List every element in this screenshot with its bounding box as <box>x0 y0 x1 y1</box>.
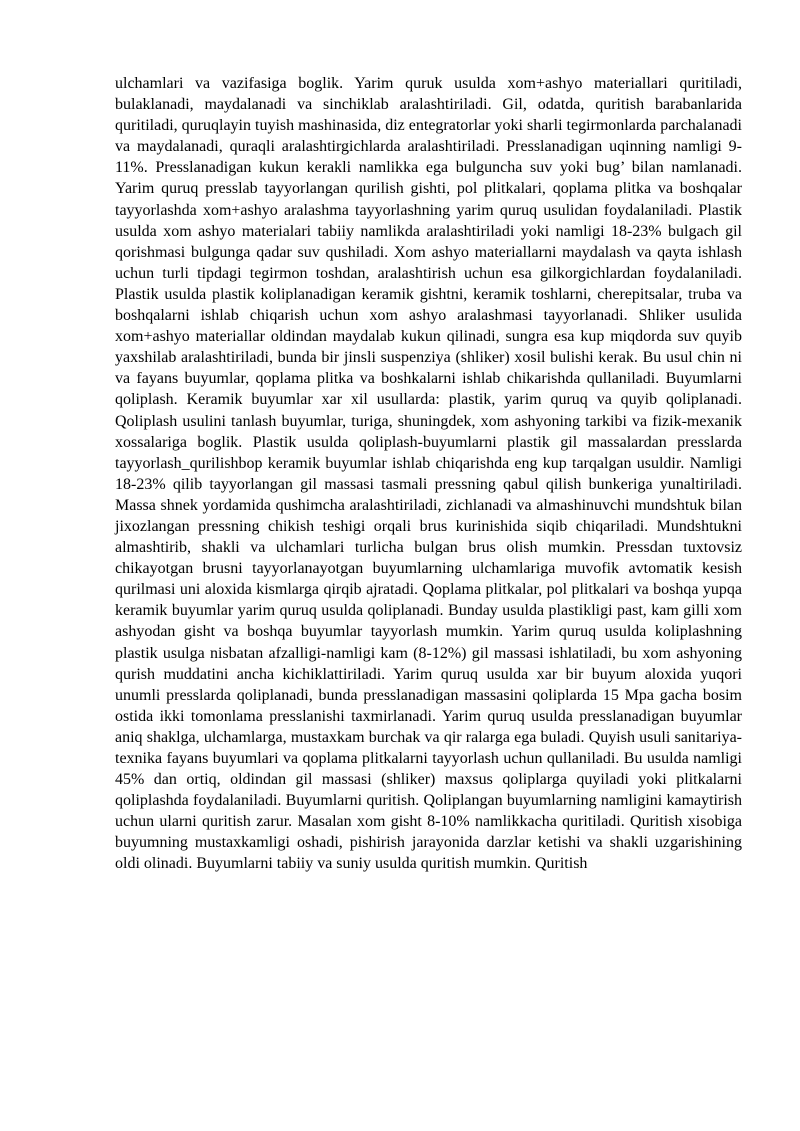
body-paragraph: ulchamlari va vazifasiga boglik. Yarim quruk usulda xom+ashyo materiallari quritiladi, bulaklanadi, maydalanadi va sinchiklab aralashtiriladi. Gil, odatda, quritish barabanlarida quritiladi, quruqlayin tuyish mashinasida, diz entegratorlar yoki sharli tegirmonlarda parchalanadi va maydalanadi, quraqli aralashtirgichlarda aralashtiriladi. Presslanadigan uqinning namligi 9-11%. Presslanadigan kukun kerakli namlikka ega bulguncha suv yoki bug’ bilan namlanadi. Yarim quruq presslab tayyorlangan qurilish gishti, pol plitkalari, qoplama plitka va boshqalar tayyorlashda xom+ashyo aralashma tayyorlashning yarim quruq usulidan foydalaniladi. Plastik usulda xom ashyo materialari tabiiy namlikda aralashtiriladi yoki namligi 18-23% bulgach gil qorishmasi bulgunga qadar suv qushiladi. Xom ashyo materiallarni maydalash va qayta ishlash uchun turli tipdagi tegirmon toshdan, aralashtirish uchun esa gilkorgichlardan foydalaniladi. Plastik usulda plastik koliplanadigan keramik gishtni, keramik toshlarni, cherepitsalar, truba va boshqalarni ishlab chiqarish uchun xom ashyo aralashmasi tayyorlanadi. Shliker usulida xom+ashyo materiallar oldindan maydalab kukun qilinadi, sungra esa kup miqdorda suv quyib yaxshilab aralashtiriladi, bunda bir jinsli suspenziya (shliker) xosil bulishi kerak. Bu usul chin ni va fayans buyumlar, qoplama plitka va boshkalarni ishlab chikarishda qullaniladi. Buyumlarni qoliplash. Keramik buyumlar xar xil usullarda: plastik, yarim quruq va quyib qoliplanadi. Qoliplash usulini tanlash buyumlar, turiga, shuningdek, xom ashyoning tarkibi va fizik-mexanik xossalariga boglik. Plastik usulda qoliplash-buyumlarni plastik gil massalardan presslarda tayyorlash_qurilishbop keramik buyumlar ishlab chiqarishda eng kup tarqalgan usuldir. Namligi 18-23% qilib tayyorlangan gil massasi tasmali pressning qabul qilish bunkeriga yunaltiriladi. Massa shnek yordamida qushimcha aralashtiriladi, zichlanadi va almashinuvchi mundshtuk bilan jixozlangan pressning chikish teshigi orqali brus kurinishida siqib chiqariladi. Mundshtukni almashtirib, shakli va ulchamlari turlicha bulgan brus olish mumkin. Pressdan tuxtovsiz chikayotgan brusni tayyorlanayotgan buyumlarning ulchamlariga muvofik avtomatik kesish qurilmasi uni aloxida kismlarga qirqib ajratadi. Qoplama plitkalar, pol plitkalari va boshqa yupqa keramik buyumlar yarim quruq usulda qoliplanadi. Bunday usulda plastikligi past, kam gilli xom ashyodan gisht va boshqa buyumlar tayyorlash mumkin. Yarim quruq usulda koliplashning plastik usulga nisbatan afzalligi-namligi kam (8-12%) gil massasi ishlatiladi, bu xom ashyoning qurish muddatini ancha kichiklattiriladi. Yarim quruq usulda xar bir buyum aloxida yuqori unumli presslarda qoliplanadi, bunda presslanadigan massasini qoliplarda 15 Mpa gacha bosim ostida ikki tomonlama presslanishi taxmirlanadi. Yarim quruq usulda presslanadigan buyumlar aniq shaklga, ulchamlarga, mustaxkam burchak va qir ralarga ega buladi. Quyish usuli sanitariya-texnika fayans buyumlari va qoplama plitkalarni tayyorlash uchun qullaniladi. Bu usulda namligi 45% dan ortiq, oldindan gil massasi (shliker) maxsus qoliplarga quyiladi yoki plitkalarni qoliplashda foydalaniladi. Buyumlarni quritish. Qoliplangan buyumlarning namligini kamaytirish uchun ularni quritish zarur. Masalan xom gisht 8-10% namlikkacha quritiladi. Quritish xisobiga buyumning mustaxkamligi oshadi, pishirish jarayonida darzlar ketishi va shakli uzgarishining oldi olinadi. Buyumlarni tabiiy va suniy usulda quritish mumkin. Quritish <box>115 75 742 873</box>
